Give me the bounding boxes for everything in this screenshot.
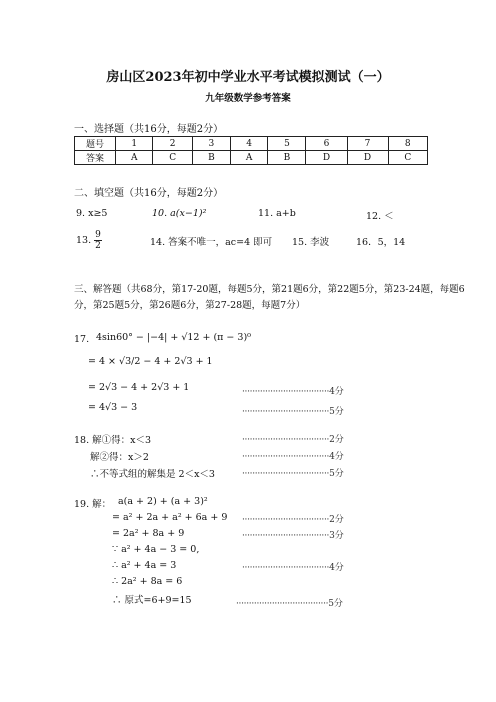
fraction-denominator: 2 bbox=[95, 241, 101, 251]
section3-heading: 三、解答题（共68分，第17-20题，每题5分，第21题6分，第22题5分，第23-24题，每题6分，第25题5分，第26题6分，第27-28题，每题7分） bbox=[74, 284, 465, 311]
page-title: 房山区2023年初中学业水平考试模拟测试（一） bbox=[106, 70, 390, 85]
q18-score-line2 bbox=[242, 449, 344, 462]
q18-line3: ∴不等式组的解集是 2＜x＜3 bbox=[90, 469, 215, 480]
q19-label: 19. 解： bbox=[74, 499, 112, 510]
table-cell: B bbox=[192, 151, 230, 165]
table-header-cell: 答案 bbox=[75, 151, 116, 165]
section1-heading: 一、选择题（共16分，每题2分） bbox=[74, 124, 224, 135]
table-cell: B bbox=[268, 151, 306, 165]
table-cell: A bbox=[116, 151, 153, 165]
q18-line1: 18. 解①得：x＜3 bbox=[74, 435, 152, 446]
q17-line4: = 4√3 − 3 bbox=[88, 402, 138, 413]
answer-q10: 10. a(x−1)² bbox=[152, 208, 207, 219]
table-cell: C bbox=[388, 151, 427, 165]
table-header-cell: 题号 bbox=[75, 137, 116, 151]
table-row bbox=[75, 151, 428, 165]
q19-line6: ∴ 2a² + 8a = 6 bbox=[112, 576, 183, 587]
q13-label: 13. bbox=[76, 235, 92, 246]
answer-q13 bbox=[76, 230, 102, 251]
table-cell: 3 bbox=[192, 137, 230, 151]
q19-score-line7 bbox=[236, 596, 343, 609]
q17-score-line3 bbox=[242, 384, 344, 397]
table-cell: 1 bbox=[116, 137, 153, 151]
q17-line3: = 2√3 − 4 + 2√3 + 1 bbox=[88, 382, 190, 393]
q19-line4: ∵ a² + 4a − 3 = 0, bbox=[112, 544, 200, 555]
answer-q16: 16．5，14 bbox=[356, 237, 406, 248]
table-cell: D bbox=[347, 151, 388, 165]
score-label: 5分 bbox=[329, 407, 344, 417]
table-cell: 8 bbox=[388, 137, 427, 151]
table-cell: C bbox=[153, 151, 192, 165]
leader-dots: ·································· bbox=[242, 407, 330, 417]
table-cell: 7 bbox=[347, 137, 388, 151]
score-label: 2分 bbox=[329, 435, 344, 445]
q19-line2: = a² + 2a + a² + 6a + 9 bbox=[112, 512, 228, 523]
table-cell: 2 bbox=[153, 137, 192, 151]
q19-line7: ∴ 原式=6+9=15 bbox=[112, 595, 192, 606]
score-label: 5分 bbox=[328, 599, 343, 609]
score-label: 4分 bbox=[329, 387, 344, 397]
leader-dots: ·································· bbox=[242, 515, 330, 525]
table-cell: 5 bbox=[268, 137, 306, 151]
table-cell: 4 bbox=[230, 137, 267, 151]
leader-dots: ·································· bbox=[242, 563, 330, 573]
answer-table bbox=[74, 136, 428, 165]
q17-line2: = 4 × √3/2 − 4 + 2√3 + 1 bbox=[88, 356, 213, 367]
fraction-numerator: 9 bbox=[95, 230, 101, 240]
q19-line1: a(a + 2) + (a + 3)² bbox=[118, 496, 208, 507]
q19-line3: = 2a² + 8a + 9 bbox=[112, 528, 185, 539]
q18-score-line1 bbox=[242, 432, 344, 445]
leader-dots: ···································· bbox=[236, 599, 329, 609]
q19-score-line5 bbox=[242, 560, 344, 573]
q17-score-line4 bbox=[242, 404, 344, 417]
leader-dots: ·································· bbox=[242, 452, 330, 462]
q19-score-line2 bbox=[242, 512, 344, 525]
leader-dots: ·································· bbox=[242, 531, 330, 541]
q18-score-line3 bbox=[242, 466, 344, 479]
q17-label: 17. bbox=[74, 334, 90, 345]
leader-dots: ·································· bbox=[242, 435, 330, 445]
score-label: 2分 bbox=[329, 515, 344, 525]
answer-q9: 9. x≥5 bbox=[76, 208, 108, 219]
answer-q11: 11. a+b bbox=[258, 208, 296, 219]
answer-q14: 14. 答案不唯一，ac=4 即可 bbox=[150, 237, 273, 248]
table-row bbox=[75, 137, 428, 151]
q17-line1: 4sin60° − |−4| + √12 + (π − 3)⁰ bbox=[96, 332, 251, 343]
q18-line2: 解②得：x＞2 bbox=[90, 452, 149, 463]
section2-heading: 二、填空题（共16分，每题2分） bbox=[74, 188, 224, 199]
fraction bbox=[94, 230, 102, 251]
score-label: 3分 bbox=[329, 531, 344, 541]
q19-line5: ∴ a² + 4a = 3 bbox=[112, 560, 177, 571]
leader-dots: ·································· bbox=[242, 387, 330, 397]
answer-q12: 12. ＜ bbox=[366, 211, 394, 222]
score-label: 4分 bbox=[329, 563, 344, 573]
table-cell: A bbox=[230, 151, 267, 165]
table-cell: 6 bbox=[306, 137, 347, 151]
leader-dots: ·································· bbox=[242, 469, 330, 479]
score-label: 5分 bbox=[329, 469, 344, 479]
score-label: 4分 bbox=[329, 452, 344, 462]
table-cell: D bbox=[306, 151, 347, 165]
page-subtitle: 九年级数学参考答案 bbox=[205, 93, 291, 104]
q19-score-line3 bbox=[242, 528, 344, 541]
answer-q15: 15. 李波 bbox=[292, 237, 330, 248]
